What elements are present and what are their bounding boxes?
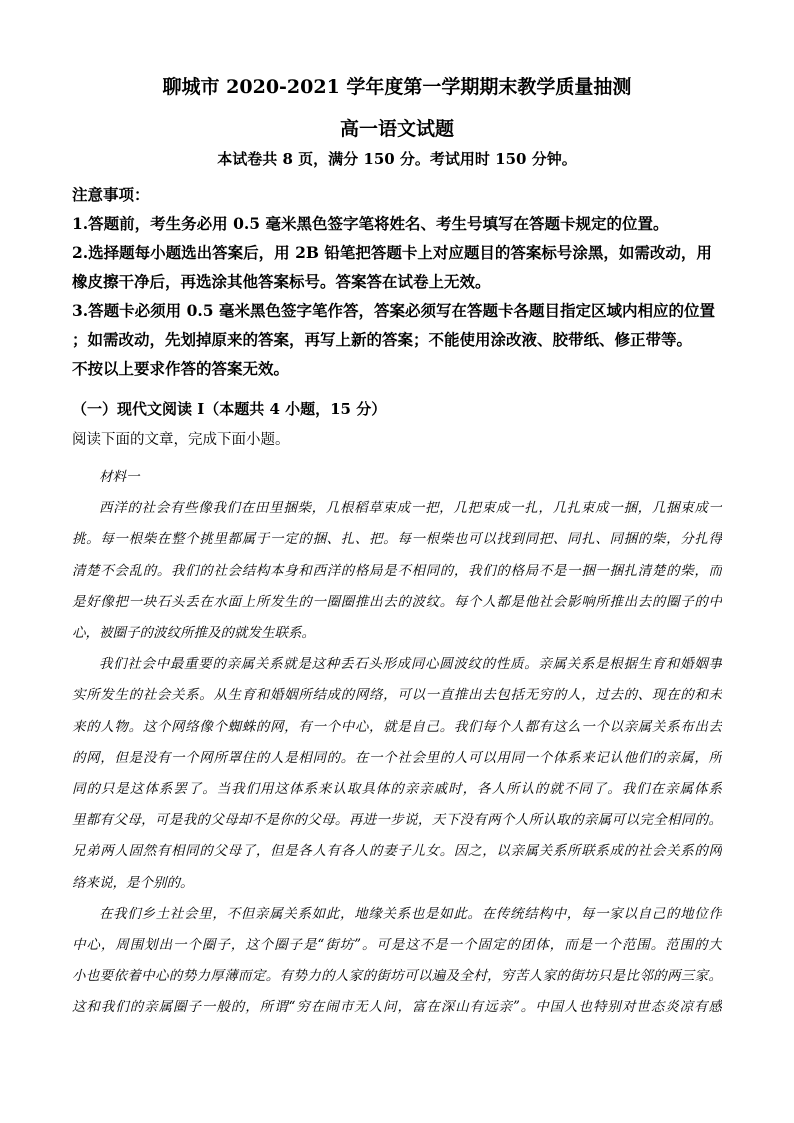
- note-line: 2.选择题每小题选出答案后，用 2B 铅笔把答题卡上对应题目的答案标号涂黑，如需改动，用: [72, 243, 712, 262]
- paragraph-line: 来的人物。这个网络像个蜘蛛的网，有一个中心，就是自己。我们每个人都有这么一个以亲属关系布出去: [72, 718, 722, 735]
- note-line: 3.答题卡必须用 0.5 毫米黑色签字笔作答，答案必须写在答题卡各题目指定区域内相应的位置: [72, 301, 715, 320]
- paragraph-line: 的网，但是没有一个网所罩住的人是相同的。在一个社会里的人可以用同一个体系来记认他们的亲属，所: [72, 749, 722, 766]
- note-line: 1.答题前，考生务必用 0.5 毫米黑色签字笔将姓名、考生号填写在答题卡规定的位置。: [72, 214, 669, 233]
- paragraph-line: 里都有父母，可是我的父母却不是你的父母。再进一步说，天下没有两个人所认取的亲属可以完全相同的。: [72, 812, 722, 829]
- paragraph-line: 实所发生的社会关系。从生育和婚姻所结成的网络，可以一直推出去包括无穷的人，过去的、现在的和未: [72, 687, 722, 704]
- paragraph-line: 我们社会中最重要的亲属关系就是这种丢石头形成同心圆波纹的性质。亲属关系是根据生育和婚姻事: [99, 656, 722, 673]
- paragraph-line: 同的只是这体系罢了。当我们用这体系来认取具体的亲亲戚时，各人所认的就不同了。我们在亲属体系: [72, 781, 722, 798]
- exam-subtitle: 高一语文试题: [339, 118, 454, 140]
- notes-heading: 注意事项：: [72, 185, 150, 204]
- note-line: 不按以上要求作答的答案无效。: [72, 359, 290, 378]
- paragraph-line: 在我们乡土社会里，不但亲属关系如此，地缘关系也是如此。在传统结构中，每一家以自己的地位作: [99, 905, 722, 922]
- reading-article: [72, 462, 722, 1024]
- paragraph-line: 心，被圈子的波纹所推及的就发生联系。: [72, 625, 315, 642]
- material-label: 材料一: [99, 469, 140, 485]
- paragraph-line: 这和我们的亲属圈子一般的，所谓“穷在闹市无人问，富在深山有远亲”。中国人也特别对世态炎凉有感: [72, 999, 722, 1016]
- section-heading: （一）现代文阅读 I（本题共 4 小题，15 分）: [72, 400, 387, 418]
- paragraph-line: 是好像把一块石头丢在水面上所发生的一圈圈推出去的波纹。每个人都是他社会影响所推出去的圈子的中: [72, 593, 722, 610]
- paragraph-line: 小也要依着中心的势力厚薄而定。有势力的人家的街坊可以遍及全村，穷苦人家的街坊只是比邻的两三家。: [72, 968, 722, 985]
- section-instruction: 阅读下面的文章，完成下面小题。: [72, 432, 290, 448]
- paragraph-line: 西洋的社会有些像我们在田里捆柴，几根稻草束成一把，几把束成一扎，几扎束成一捆，几捆束成一: [99, 500, 722, 517]
- exam-title: 聊城市 2020-2021 学年度第一学期期末教学质量抽测: [162, 76, 632, 98]
- exam-info: 本试卷共 8 页，满分 150 分。考试用时 150 分钟。: [217, 150, 577, 168]
- paragraph-line: 清楚不会乱的。我们的社会结构本身和西洋的格局是不相同的，我们的格局不是一捆一捆扎清楚的柴，而: [72, 562, 722, 579]
- notes-block: [72, 180, 722, 383]
- paragraph-line: 兄弟两人固然有相同的父母了，但是各人有各人的妻子儿女。因之，以亲属关系所联系成的社会关系的网: [72, 843, 722, 860]
- note-line: ；如需改动，先划掉原来的答案，再写上新的答案；不能使用涂改液、胶带纸、修正带等。: [72, 330, 693, 349]
- note-line: 橡皮擦干净后，再选涂其他答案标号。答案答在试卷上无效。: [72, 272, 491, 291]
- paragraph-line: 挑。每一根柴在整个挑里都属于一定的捆、扎、把。每一根柴也可以找到同把、同扎、同捆的柴，分扎得: [72, 531, 722, 548]
- paragraph-line: 中心，周围划出一个圈子，这个圈子是“街坊”。可是这不是一个固定的团体，而是一个范围。范围的大: [72, 937, 722, 954]
- paragraph-line: 络来说，是个别的。: [72, 874, 194, 891]
